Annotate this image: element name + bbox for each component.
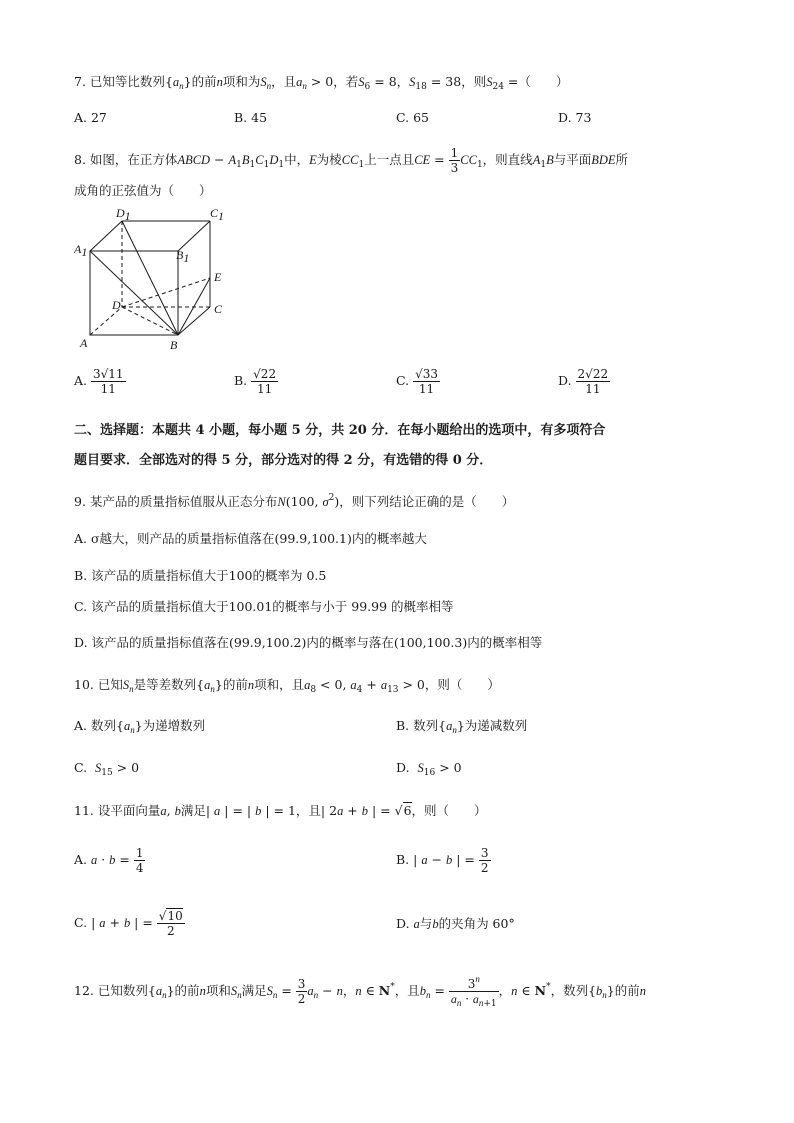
label-c: C — [214, 302, 223, 316]
q11-option-b: B. | a − b | = $\frac{3}{2}$ — [396, 846, 489, 875]
q12-stem: 12. 已知数列$\{a_n\}$的前n项和$S_n$满足$S_n$ = $\frac{3}{2}$ $a_n - n$，n ∈ N*，且$b_n$ = $\frac{3^n}{a_n \cdot a_{n+1}}$ ，n ∈ N*，数列$\{b_n\}$的前n — [74, 974, 646, 1009]
q7-option-a: A. 27 — [74, 110, 107, 125]
q10-option-a: A. 数列$\{a_n\}$为递增数列 — [74, 718, 206, 735]
q9-option-c: C. 该产品的质量指标值大于100.01的概率与小于 99.99 的概率相等 — [74, 599, 454, 614]
q8-option-c: C. $\frac{√33}{11}$ — [396, 367, 438, 396]
section2-heading-line1: 二、选择题：本题共 4 小题，每小题 5 分，共 20 分．在每小题给出的选项中，有多项符合 — [74, 423, 606, 438]
label-d: D — [112, 298, 121, 312]
label-c1: C1 — [210, 206, 225, 223]
label-a: A — [80, 336, 88, 350]
edge-a1d1 — [90, 221, 122, 251]
q9-option-b: B. 该产品的质量指标值大于100的概率为 0.5 — [74, 568, 327, 583]
q10-stem: 10. 已知$S_n$是等差数列$\{a_n\}$的前n项和，且$a_8 < 0$, $a_4 + a_{13} > 0$，则（ ） — [74, 677, 500, 695]
edge-b1c1 — [178, 221, 210, 251]
label-d1: D1 — [116, 206, 131, 223]
q8-option-d: D. $\frac{2√22}{11}$ — [558, 367, 609, 396]
q7-option-d: D. 73 — [558, 110, 592, 125]
q10-option-c: C. $S_{15} > 0$ — [74, 760, 140, 778]
line-d1b — [122, 221, 178, 335]
q8-stem: 8. 如图，在正方体ABCD − $A_1B_1C_1D_1$中，E为棱$CC_1$上一点且CE = $\frac{1}{3}$ $CC_1$，则直线$A_1B$与平面BDE所 — [74, 146, 629, 175]
label-a1: A1 — [74, 242, 88, 259]
line-db — [122, 307, 178, 335]
section2-heading-line2: 题目要求．全部选对的得 5 分，部分选对的得 2 分，有选错的得 0 分． — [74, 453, 493, 468]
edge-bc — [178, 307, 210, 335]
q11-stem: 11. 设平面向量a, b满足| a | = | b | = 1，且| 2a + b | = √6，则（ ） — [74, 803, 487, 818]
line-de — [122, 278, 210, 307]
q7-stem: 7. 已知等比数列$\{a_n\}$的前n项和为$S_n$，且$a_n > 0$，若$S_6 = 8$，$S_{18} = 38$，则$S_{24}$ =（ ） — [74, 74, 569, 92]
q7-option-c: C. 65 — [396, 110, 429, 125]
q11-option-a: A. a · b = $\frac{1}{4}$ — [74, 846, 144, 875]
q9-option-a: A. σ越大，则产品的质量指标值落在(99.9,100.1)内的概率越大 — [74, 531, 427, 546]
q9-option-d: D. 该产品的质量指标值落在(99.9,100.2)内的概率与落在(100,100.3)内的概率相等 — [74, 635, 543, 650]
label-b1: B1 — [176, 248, 190, 265]
label-b: B — [170, 338, 178, 352]
q8-stem-line2: 成角的正弦值为（ ） — [74, 183, 212, 198]
cube-figure — [74, 205, 234, 353]
q8-option-b: B. $\frac{√22}{11}$ — [234, 367, 277, 396]
q8-option-a: A. $\frac{3√11}{11}$ — [74, 367, 124, 396]
q7-option-b: B. 45 — [234, 110, 268, 125]
label-e: E — [214, 270, 222, 284]
q10-option-b: B. 数列$\{a_n\}$为递减数列 — [396, 718, 528, 735]
q10-option-d: D. $S_{16} > 0$ — [396, 760, 462, 778]
q9-stem: 9. 某产品的质量指标值服从正态分布N(100, $\sigma^2$)，则下列结论正确的是（ ） — [74, 493, 515, 509]
q11-option-c: C. | a + b | = $\frac{√10}{2}$ — [74, 909, 183, 938]
q11-option-d: D. a与b的夹角为 60° — [396, 916, 515, 931]
